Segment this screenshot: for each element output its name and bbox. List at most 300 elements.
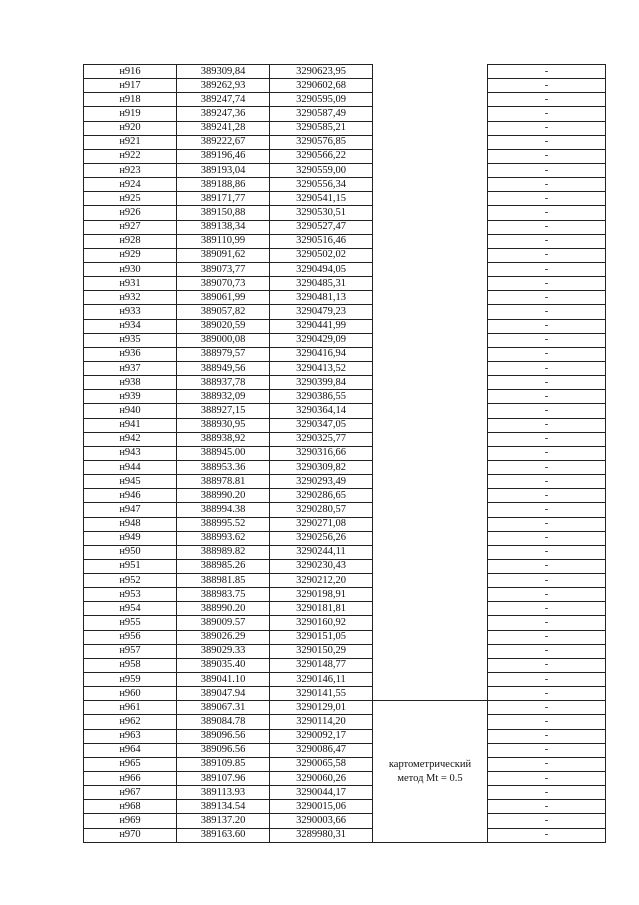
x-coordinate-cell: 389110,99 [177, 234, 270, 248]
table-row [84, 687, 606, 701]
table-row [84, 291, 606, 305]
table-row [84, 432, 606, 446]
table-row [84, 418, 606, 432]
dash-cell: - [488, 715, 606, 729]
x-coordinate-cell: 388983.75 [177, 588, 270, 602]
coordinates-table-body [84, 65, 606, 843]
dash-cell: - [488, 192, 606, 206]
point-id-cell: н947 [84, 503, 177, 517]
point-id-cell: н951 [84, 559, 177, 573]
y-coordinate-cell: 3290479,23 [270, 305, 373, 319]
dash-cell: - [488, 630, 606, 644]
dash-cell: - [488, 418, 606, 432]
table-row [84, 376, 606, 390]
point-id-cell: н959 [84, 673, 177, 687]
y-coordinate-cell: 3290416,94 [270, 347, 373, 361]
point-id-cell: н967 [84, 786, 177, 800]
x-coordinate-cell: 389096.56 [177, 743, 270, 757]
point-id-cell: н941 [84, 418, 177, 432]
point-id-cell: н933 [84, 305, 177, 319]
table-row [84, 517, 606, 531]
y-coordinate-cell: 3290429,09 [270, 333, 373, 347]
y-coordinate-cell: 3290485,31 [270, 277, 373, 291]
method-cell-empty [373, 404, 488, 418]
dash-cell: - [488, 644, 606, 658]
x-coordinate-cell: 389109.85 [177, 757, 270, 771]
x-coordinate-cell: 388938,92 [177, 432, 270, 446]
x-coordinate-cell: 388945.00 [177, 446, 270, 460]
point-id-cell: н926 [84, 206, 177, 220]
method-cell-empty [373, 149, 488, 163]
table-row [84, 602, 606, 616]
table-row [84, 786, 606, 800]
point-id-cell: н960 [84, 687, 177, 701]
dash-cell: - [488, 93, 606, 107]
x-coordinate-cell: 389138,34 [177, 220, 270, 234]
method-cell-empty [373, 79, 488, 93]
x-coordinate-cell: 389309,84 [177, 65, 270, 79]
x-coordinate-cell: 389067.31 [177, 701, 270, 715]
y-coordinate-cell: 3290148,77 [270, 658, 373, 672]
point-id-cell: н936 [84, 347, 177, 361]
method-cell-empty [373, 135, 488, 149]
dash-cell: - [488, 729, 606, 743]
y-coordinate-cell: 3290413,52 [270, 361, 373, 375]
dash-cell: - [488, 489, 606, 503]
dash-cell: - [488, 404, 606, 418]
point-id-cell: н932 [84, 291, 177, 305]
point-id-cell: н962 [84, 715, 177, 729]
x-coordinate-cell: 388990.20 [177, 602, 270, 616]
x-coordinate-cell: 389262,93 [177, 79, 270, 93]
point-id-cell: н957 [84, 644, 177, 658]
dash-cell: - [488, 79, 606, 93]
y-coordinate-cell: 3290244,11 [270, 545, 373, 559]
y-coordinate-cell: 3290556,34 [270, 178, 373, 192]
y-coordinate-cell: 3290256,26 [270, 531, 373, 545]
point-id-cell: н945 [84, 475, 177, 489]
method-cell-empty [373, 277, 488, 291]
dash-cell: - [488, 559, 606, 573]
y-coordinate-cell: 3290271,08 [270, 517, 373, 531]
x-coordinate-cell: 388994.38 [177, 503, 270, 517]
x-coordinate-cell: 388979,57 [177, 347, 270, 361]
point-id-cell: н924 [84, 178, 177, 192]
table-row [84, 446, 606, 460]
method-cell-empty [373, 121, 488, 135]
dash-cell: - [488, 291, 606, 305]
y-coordinate-cell: 3290141,55 [270, 687, 373, 701]
point-id-cell: н969 [84, 814, 177, 828]
method-cell-empty [373, 475, 488, 489]
table-row [84, 220, 606, 234]
method-cell-empty [373, 163, 488, 177]
y-coordinate-cell: 3290587,49 [270, 107, 373, 121]
dash-cell: - [488, 828, 606, 842]
dash-cell: - [488, 333, 606, 347]
method-cell-empty [373, 658, 488, 672]
y-coordinate-cell: 3290399,84 [270, 376, 373, 390]
accuracy-label: метод Mt = 0.5 [397, 772, 463, 784]
table-row [84, 588, 606, 602]
dash-cell: - [488, 743, 606, 757]
dash-cell: - [488, 277, 606, 291]
y-coordinate-cell: 3290364,14 [270, 404, 373, 418]
x-coordinate-cell: 388953.36 [177, 460, 270, 474]
table-row [84, 475, 606, 489]
method-cell-empty [373, 305, 488, 319]
x-coordinate-cell: 389084.78 [177, 715, 270, 729]
point-id-cell: н963 [84, 729, 177, 743]
method-cell-empty [373, 192, 488, 206]
method-cell [373, 701, 488, 842]
point-id-cell: н928 [84, 234, 177, 248]
y-coordinate-cell: 3290325,77 [270, 432, 373, 446]
x-coordinate-cell: 388985.26 [177, 559, 270, 573]
point-id-cell: н931 [84, 277, 177, 291]
x-coordinate-cell: 388949,56 [177, 361, 270, 375]
y-coordinate-cell: 3290541,15 [270, 192, 373, 206]
dash-cell: - [488, 800, 606, 814]
x-coordinate-cell: 388981.85 [177, 574, 270, 588]
point-id-cell: н930 [84, 262, 177, 276]
y-coordinate-cell: 3290309,82 [270, 460, 373, 474]
point-id-cell: н952 [84, 574, 177, 588]
method-cell-empty [373, 347, 488, 361]
method-cell-empty [373, 673, 488, 687]
method-cell-empty [373, 291, 488, 305]
x-coordinate-cell: 389035.40 [177, 658, 270, 672]
x-coordinate-cell: 388990.20 [177, 489, 270, 503]
point-id-cell: н921 [84, 135, 177, 149]
table-row [84, 673, 606, 687]
y-coordinate-cell: 3290015,06 [270, 800, 373, 814]
x-coordinate-cell: 389047.94 [177, 687, 270, 701]
table-row [84, 333, 606, 347]
coordinates-table [83, 64, 606, 843]
table-row [84, 319, 606, 333]
dash-cell: - [488, 206, 606, 220]
method-cell-empty [373, 248, 488, 262]
y-coordinate-cell: 3290286,65 [270, 489, 373, 503]
table-row [84, 743, 606, 757]
point-id-cell: н917 [84, 79, 177, 93]
y-coordinate-cell: 3290516,46 [270, 234, 373, 248]
method-cell-empty [373, 333, 488, 347]
y-coordinate-cell: 3290502,02 [270, 248, 373, 262]
y-coordinate-cell: 3290114,20 [270, 715, 373, 729]
table-row [84, 347, 606, 361]
x-coordinate-cell: 389070,73 [177, 277, 270, 291]
x-coordinate-cell: 388978.81 [177, 475, 270, 489]
x-coordinate-cell: 388989.82 [177, 545, 270, 559]
method-cell-empty [373, 390, 488, 404]
table-row [84, 658, 606, 672]
dash-cell: - [488, 786, 606, 800]
point-id-cell: н954 [84, 602, 177, 616]
table-row [84, 149, 606, 163]
method-cell-empty [373, 630, 488, 644]
y-coordinate-cell: 3290146,11 [270, 673, 373, 687]
method-cell-empty [373, 234, 488, 248]
y-coordinate-cell: 3290044,17 [270, 786, 373, 800]
y-coordinate-cell: 3290129,01 [270, 701, 373, 715]
method-cell-empty [373, 531, 488, 545]
y-coordinate-cell: 3290151,05 [270, 630, 373, 644]
x-coordinate-cell: 389171,77 [177, 192, 270, 206]
point-id-cell: н934 [84, 319, 177, 333]
table-row [84, 644, 606, 658]
table-row [84, 192, 606, 206]
method-cell-empty [373, 616, 488, 630]
point-id-cell: н964 [84, 743, 177, 757]
y-coordinate-cell: 3290559,00 [270, 163, 373, 177]
x-coordinate-cell: 389107.96 [177, 772, 270, 786]
point-id-cell: н942 [84, 432, 177, 446]
table-row [84, 729, 606, 743]
table-row [84, 828, 606, 842]
dash-cell: - [488, 65, 606, 79]
table-row [84, 178, 606, 192]
x-coordinate-cell: 389222,67 [177, 135, 270, 149]
point-id-cell: н968 [84, 800, 177, 814]
x-coordinate-cell: 389009.57 [177, 616, 270, 630]
method-cell-empty [373, 503, 488, 517]
x-coordinate-cell: 389196,46 [177, 149, 270, 163]
method-cell-empty [373, 545, 488, 559]
dash-cell: - [488, 588, 606, 602]
dash-cell: - [488, 319, 606, 333]
method-cell-empty [373, 588, 488, 602]
point-id-cell: н961 [84, 701, 177, 715]
point-id-cell: н927 [84, 220, 177, 234]
table-row [84, 616, 606, 630]
table-row [84, 489, 606, 503]
dash-cell: - [488, 616, 606, 630]
x-coordinate-cell: 389091,62 [177, 248, 270, 262]
table-row [84, 701, 606, 715]
y-coordinate-cell: 3290065,58 [270, 757, 373, 771]
table-row [84, 234, 606, 248]
table-row [84, 262, 606, 276]
dash-cell: - [488, 757, 606, 771]
table-row [84, 163, 606, 177]
point-id-cell: н935 [84, 333, 177, 347]
y-coordinate-cell: 3290527,47 [270, 220, 373, 234]
point-id-cell: н965 [84, 757, 177, 771]
table-row [84, 503, 606, 517]
method-cell-empty [373, 602, 488, 616]
y-coordinate-cell: 3290160,92 [270, 616, 373, 630]
table-row [84, 277, 606, 291]
table-row [84, 630, 606, 644]
method-label: картометрический [388, 758, 472, 770]
point-id-cell: н958 [84, 658, 177, 672]
method-cell-empty [373, 517, 488, 531]
x-coordinate-cell: 389061,99 [177, 291, 270, 305]
y-coordinate-cell: 3290481,13 [270, 291, 373, 305]
method-cell-empty [373, 644, 488, 658]
y-coordinate-cell: 3290150,29 [270, 644, 373, 658]
table-row [84, 715, 606, 729]
x-coordinate-cell: 389193,04 [177, 163, 270, 177]
method-cell-empty [373, 220, 488, 234]
table-row [84, 361, 606, 375]
point-id-cell: н950 [84, 545, 177, 559]
y-coordinate-cell: 3290595,09 [270, 93, 373, 107]
y-coordinate-cell: 3289980,31 [270, 828, 373, 842]
dash-cell: - [488, 135, 606, 149]
dash-cell: - [488, 658, 606, 672]
table-row [84, 559, 606, 573]
table-row [84, 107, 606, 121]
x-coordinate-cell: 388993.62 [177, 531, 270, 545]
method-cell-empty [373, 559, 488, 573]
method-cell-empty [373, 376, 488, 390]
point-id-cell: н916 [84, 65, 177, 79]
method-cell-empty [373, 107, 488, 121]
table-row [84, 93, 606, 107]
dash-cell: - [488, 248, 606, 262]
point-id-cell: н956 [84, 630, 177, 644]
point-id-cell: н929 [84, 248, 177, 262]
method-cell-empty [373, 93, 488, 107]
x-coordinate-cell: 388932,09 [177, 390, 270, 404]
table-row [84, 757, 606, 771]
x-coordinate-cell: 389188,86 [177, 178, 270, 192]
point-id-cell: н944 [84, 460, 177, 474]
dash-cell: - [488, 517, 606, 531]
y-coordinate-cell: 3290602,68 [270, 79, 373, 93]
y-coordinate-cell: 3290316,66 [270, 446, 373, 460]
x-coordinate-cell: 389057,82 [177, 305, 270, 319]
dash-cell: - [488, 772, 606, 786]
dash-cell: - [488, 220, 606, 234]
x-coordinate-cell: 389150,88 [177, 206, 270, 220]
point-id-cell: н939 [84, 390, 177, 404]
dash-cell: - [488, 701, 606, 715]
y-coordinate-cell: 3290293,49 [270, 475, 373, 489]
table-row [84, 460, 606, 474]
dash-cell: - [488, 178, 606, 192]
y-coordinate-cell: 3290566,22 [270, 149, 373, 163]
x-coordinate-cell: 389113.93 [177, 786, 270, 800]
method-cell-empty [373, 319, 488, 333]
y-coordinate-cell: 3290576,85 [270, 135, 373, 149]
dash-cell: - [488, 121, 606, 135]
dash-cell: - [488, 361, 606, 375]
method-cell-empty [373, 446, 488, 460]
y-coordinate-cell: 3290003,66 [270, 814, 373, 828]
dash-cell: - [488, 376, 606, 390]
point-id-cell: н955 [84, 616, 177, 630]
dash-cell: - [488, 446, 606, 460]
x-coordinate-cell: 389163.60 [177, 828, 270, 842]
dash-cell: - [488, 460, 606, 474]
table-row [84, 404, 606, 418]
y-coordinate-cell: 3290086,47 [270, 743, 373, 757]
point-id-cell: н949 [84, 531, 177, 545]
point-id-cell: н937 [84, 361, 177, 375]
table-row [84, 135, 606, 149]
method-cell-empty [373, 460, 488, 474]
method-cell-empty [373, 489, 488, 503]
table-row [84, 65, 606, 79]
dash-cell: - [488, 687, 606, 701]
x-coordinate-cell: 389096.56 [177, 729, 270, 743]
table-row [84, 545, 606, 559]
x-coordinate-cell: 388937,78 [177, 376, 270, 390]
method-cell-empty [373, 262, 488, 276]
table-row [84, 772, 606, 786]
y-coordinate-cell: 3290623,95 [270, 65, 373, 79]
dash-cell: - [488, 390, 606, 404]
table-row [84, 248, 606, 262]
y-coordinate-cell: 3290280,57 [270, 503, 373, 517]
dash-cell: - [488, 347, 606, 361]
y-coordinate-cell: 3290212,20 [270, 574, 373, 588]
point-id-cell: н923 [84, 163, 177, 177]
dash-cell: - [488, 149, 606, 163]
y-coordinate-cell: 3290198,91 [270, 588, 373, 602]
y-coordinate-cell: 3290347,05 [270, 418, 373, 432]
method-cell-empty [373, 361, 488, 375]
dash-cell: - [488, 814, 606, 828]
method-cell-empty [373, 687, 488, 701]
x-coordinate-cell: 388927,15 [177, 404, 270, 418]
dash-cell: - [488, 163, 606, 177]
dash-cell: - [488, 673, 606, 687]
x-coordinate-cell: 389241,28 [177, 121, 270, 135]
x-coordinate-cell: 389029.33 [177, 644, 270, 658]
point-id-cell: н948 [84, 517, 177, 531]
point-id-cell: н970 [84, 828, 177, 842]
y-coordinate-cell: 3290530,51 [270, 206, 373, 220]
y-coordinate-cell: 3290386,55 [270, 390, 373, 404]
table-row [84, 206, 606, 220]
table-row [84, 121, 606, 135]
x-coordinate-cell: 389020,59 [177, 319, 270, 333]
table-row [84, 574, 606, 588]
x-coordinate-cell: 388930,95 [177, 418, 270, 432]
dash-cell: - [488, 531, 606, 545]
point-id-cell: н966 [84, 772, 177, 786]
dash-cell: - [488, 234, 606, 248]
method-cell-empty [373, 432, 488, 446]
dash-cell: - [488, 305, 606, 319]
point-id-cell: н953 [84, 588, 177, 602]
y-coordinate-cell: 3290181,81 [270, 602, 373, 616]
method-cell-empty [373, 206, 488, 220]
method-cell-empty [373, 178, 488, 192]
y-coordinate-cell: 3290060,26 [270, 772, 373, 786]
table-row [84, 305, 606, 319]
point-id-cell: н938 [84, 376, 177, 390]
table-row [84, 531, 606, 545]
x-coordinate-cell: 389137.20 [177, 814, 270, 828]
y-coordinate-cell: 3290494,05 [270, 262, 373, 276]
table-row [84, 79, 606, 93]
x-coordinate-cell: 389000,08 [177, 333, 270, 347]
y-coordinate-cell: 3290092,17 [270, 729, 373, 743]
method-cell-empty [373, 574, 488, 588]
dash-cell: - [488, 503, 606, 517]
point-id-cell: н919 [84, 107, 177, 121]
dash-cell: - [488, 602, 606, 616]
x-coordinate-cell: 388995.52 [177, 517, 270, 531]
dash-cell: - [488, 574, 606, 588]
x-coordinate-cell: 389247,74 [177, 93, 270, 107]
